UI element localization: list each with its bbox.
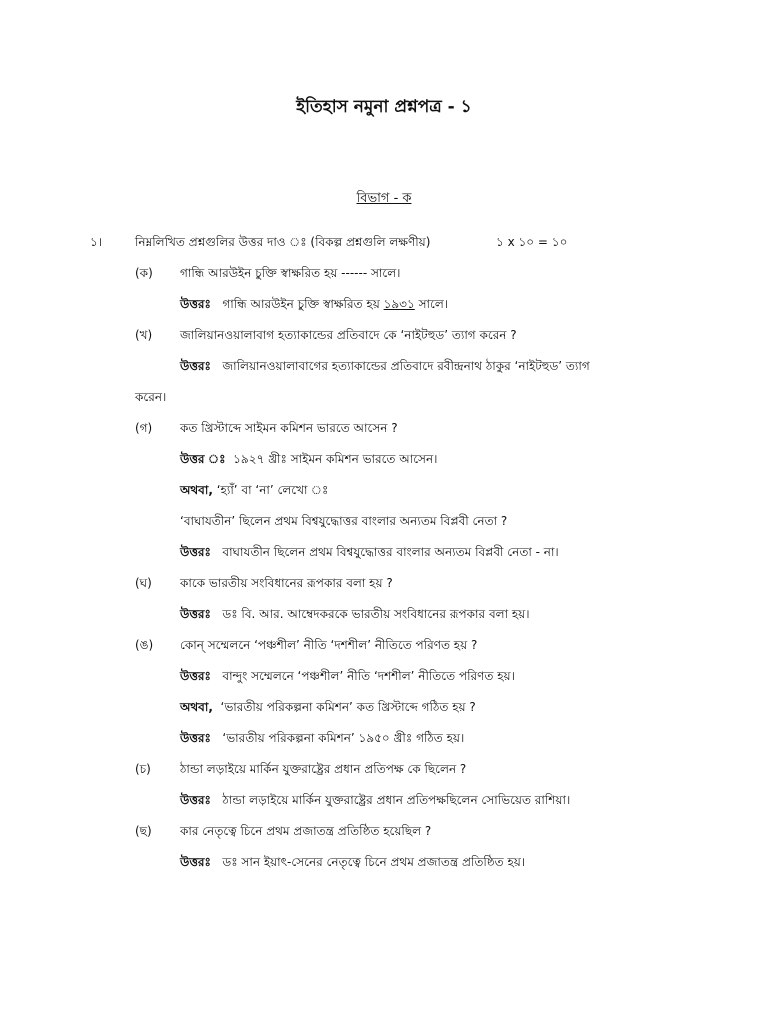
item-answer-cha bbox=[180, 792, 570, 812]
section-heading-text: বিভাগ - ক bbox=[356, 191, 412, 206]
item-answer-ga bbox=[180, 451, 437, 471]
or-label: অথবা, bbox=[180, 483, 213, 497]
item-or-question-ga: ‘বাঘাযতীন’ ছিলেন প্রথম বিশ্বযুদ্ধোত্তর বাংলার অন্যতম বিপ্লবী নেতা ? bbox=[180, 514, 508, 528]
answer-text: ১৯২৭ খ্রীঃ সাইমন কমিশন ভারতে আসেন। bbox=[233, 452, 438, 466]
answer-text: ঠান্ডা লড়াইয়ে মার্কিন যুক্তরাষ্ট্রের প্রধান প্রতিপক্ষছিলেন সোভিয়েত রাশিয়া। bbox=[222, 793, 571, 807]
item-or-answer-uma bbox=[180, 730, 464, 750]
item-question-cha: ঠান্ডা লড়াইয়ে মার্কিন যুক্তরাষ্ট্রের প্রধান প্রতিপক্ষ কে ছিলেন ? bbox=[180, 762, 467, 776]
item-question-kha: জালিয়ানওয়ালাবাগ হত্যাকান্ডের প্রতিবাদে কে ‘নাইটহুড’ ত্যাগ করেন ? bbox=[180, 328, 517, 342]
answer-text: বাঘাযতীন ছিলেন প্রথম বিশ্বযুদ্ধোত্তর বাংলার অন্যতম বিপ্লবী নেতা - না। bbox=[222, 545, 559, 559]
item-question-uma: কোন্ সম্মেলনে ‘পঞ্চশীল’ নীতি ‘দশশীল’ নীতিতে পরিণত হয় ? bbox=[180, 638, 478, 652]
answer-year: ১৯৩১ bbox=[383, 297, 415, 311]
section-heading bbox=[0, 189, 768, 210]
item-answer-chha bbox=[180, 854, 525, 874]
item-label-kha: (খ) bbox=[135, 328, 153, 342]
item-answer-uma bbox=[180, 668, 515, 688]
item-answer-kha-continued: করেন। bbox=[135, 390, 167, 404]
item-label-cha: (চ) bbox=[135, 762, 151, 776]
item-label-chha: (ছ) bbox=[135, 824, 152, 838]
item-answer-kha bbox=[180, 358, 590, 378]
item-answer-gha bbox=[180, 606, 530, 626]
item-label-gha: (ঘ) bbox=[135, 576, 152, 590]
or-label: অথবা, bbox=[180, 700, 213, 714]
or-question: ‘ভারতীয় পরিকল্পনা কমিশন’ কত খ্রিস্টাব্দে গঠিত হয় ? bbox=[220, 700, 476, 714]
answer-label: উত্তরঃ bbox=[180, 731, 211, 745]
answer-label: উত্তর ঃ bbox=[180, 452, 226, 466]
answer-label: উত্তরঃ bbox=[180, 793, 211, 807]
item-question-chha: কার নেতৃত্বে চিনে প্রথম প্রজাতন্ত্র প্রতিষ্ঠিত হয়েছিল ? bbox=[180, 824, 432, 838]
item-label-ga: (গ) bbox=[135, 421, 153, 435]
answer-text: ডঃ সান ইয়াৎ-সেনের নেতৃত্বে চিনে প্রথম প্রজাতন্ত্র প্রতিষ্ঠিত হয়। bbox=[222, 855, 526, 869]
answer-text: ডঃ বি. আর. আম্বেদকরকে ভারতীয় সংবিধানের রূপকার বলা হয়। bbox=[222, 607, 530, 621]
item-or-ga bbox=[180, 482, 328, 502]
question-marks: ১ x ১০ = ১০ bbox=[496, 235, 568, 249]
answer-label: উত্তরঃ bbox=[180, 855, 211, 869]
answer-label: উত্তরঃ bbox=[180, 545, 211, 559]
item-label-uma: (ঙ) bbox=[135, 638, 154, 652]
answer-text: জালিয়ানওয়ালাবাগের হত্যাকান্ডের প্রতিবাদে রবীন্দ্রনাথ ঠাকুর ‘নাইটহুড’ ত্যাগ bbox=[222, 359, 590, 373]
item-answer-ka bbox=[180, 296, 448, 316]
page-title: ইতিহাস নমুনা প্রশ্নপত্র - ১ bbox=[296, 97, 472, 117]
answer-text: বান্দুং সম্মেলনে ‘পঞ্চশীল’ নীতি ‘দশশীল’ নীতিতে পরিণত হয়। bbox=[222, 669, 515, 683]
or-question: ‘হ্যাঁ’ বা ‘না’ লেখো ঃ bbox=[216, 483, 329, 497]
answer-label: উত্তরঃ bbox=[180, 669, 211, 683]
item-question-ka: গান্ধি আরউইন চুক্তি স্বাক্ষরিত হয় ------ সালে। bbox=[180, 266, 401, 280]
answer-text-end: সালে। bbox=[418, 297, 449, 311]
answer-label: উত্তরঃ bbox=[180, 607, 211, 621]
answer-text: গান্ধি আরউইন চুক্তি স্বাক্ষরিত হয় bbox=[222, 297, 380, 311]
question-text: নিম্নলিখিত প্রশ্নগুলির উত্তর দাও ঃ (বিকল্প প্রশ্নগুলি লক্ষণীয়) bbox=[135, 235, 431, 249]
question-number: ১। bbox=[90, 235, 103, 249]
answer-text: ‘ভারতীয় পরিকল্পনা কমিশন’ ১৯৫০ খ্রীঃ গঠিত হয়। bbox=[222, 731, 465, 745]
item-or-answer-ga bbox=[180, 544, 559, 564]
item-question-gha: কাকে ভারতীয় সংবিধানের রূপকার বলা হয় ? bbox=[180, 576, 393, 590]
answer-label: উত্তরঃ bbox=[180, 297, 211, 311]
item-label-ka: (ক) bbox=[135, 266, 153, 280]
item-question-ga: কত খ্রিস্টাব্দে সাইমন কমিশন ভারতে আসেন ? bbox=[180, 421, 398, 435]
answer-label: উত্তরঃ bbox=[180, 359, 211, 373]
item-or-uma bbox=[180, 699, 476, 719]
